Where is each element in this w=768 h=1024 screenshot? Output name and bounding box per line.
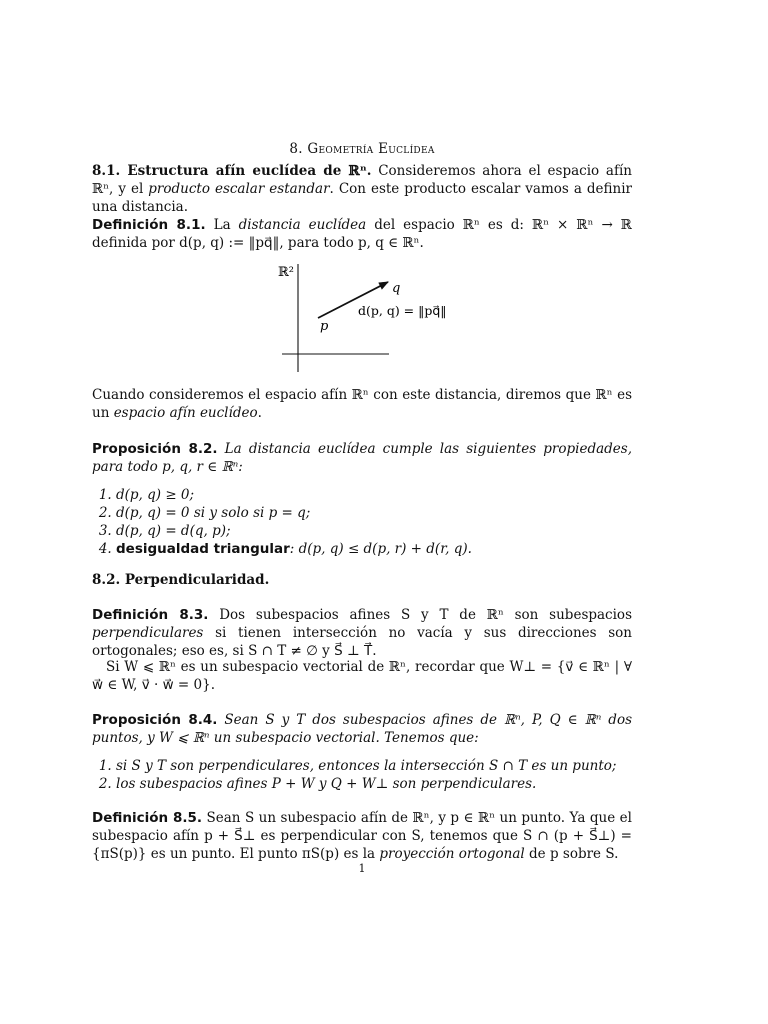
list-item: 1. si S y T son perpendiculares, entonces la intersección S ∩ T es un punto; (116, 757, 632, 775)
paragraph-euclidean-space (92, 386, 632, 422)
section-heading: 8.1. Estructura afín euclídea de ℝⁿ. (92, 163, 372, 179)
list-item-text: : d(p, q) ≤ d(p, r) + d(r, q). (289, 541, 472, 557)
list-item: 2. los subespacios afines P + W y Q + W⊥ son perpendiculares. (116, 775, 632, 793)
section-text: . Con este producto escalar vamos a definir una distancia. (92, 181, 632, 215)
emphasis: espacio afín euclídeo (113, 405, 258, 421)
proposition-8-4 (92, 711, 632, 747)
definition-8-3 (92, 606, 632, 660)
definition-label: Definición 8.5. (92, 810, 203, 826)
emphasis: producto escalar estandar (148, 181, 330, 197)
list-item-bold: desigualdad triangular (116, 541, 290, 557)
definition-label: Definición 8.3. (92, 607, 209, 623)
distance-figure (268, 258, 498, 376)
proposition-label: Proposición 8.4. (92, 712, 218, 728)
definition-text: Sean S un subespacio afín de ℝⁿ, y p ∈ ℝⁿ un punto. Ya que el subespacio afín p + S⃗⊥ es perpendicular con S, tenemos que S ∩ (p + S⃗⊥) = {πS(p)} es un punto. El punto πS(p) es la (92, 810, 632, 862)
list-item (116, 540, 632, 558)
section-8-1 (92, 162, 632, 216)
proposition-8-2-list (92, 486, 632, 558)
definition-8-5 (92, 809, 632, 863)
paragraph-text: Cuando consideremos el espacio afín ℝⁿ con este distancia, diremos que ℝⁿ es un (92, 387, 632, 421)
proposition-statement: La distancia euclídea cumple las siguientes propiedades, para todo p, q, r ∈ ℝⁿ: (92, 441, 632, 475)
proposition-statement: Sean S y T dos subespacios afines de ℝⁿ, P, Q ∈ ℝⁿ dos puntos, y W ⩽ ℝⁿ un subespacio vectorial. Tenemos que: (92, 712, 632, 746)
paragraph-text: . (257, 405, 262, 421)
space-label: ℝ² (278, 265, 295, 280)
section-8-2-heading: 8.2. Perpendicularidad. (92, 572, 270, 588)
proposition-8-2 (92, 440, 632, 476)
emphasis: proyección ortogonal (379, 846, 525, 862)
emphasis: distancia euclídea (238, 217, 367, 233)
definition-8-1 (92, 216, 632, 252)
point-q-label: q (392, 281, 401, 296)
list-item: 2. d(p, q) = 0 si y solo si p = q; (116, 504, 632, 522)
definition-text: Dos subespacios afines S y T de ℝⁿ son subespacios (208, 607, 632, 623)
definition-text: de p sobre S. (524, 846, 619, 862)
proposition-label: Proposición 8.2. (92, 441, 218, 457)
list-item: 1. d(p, q) ≥ 0; (116, 486, 632, 504)
section-text: Consideremos ahora el espacio afín ℝⁿ, y el (92, 163, 632, 197)
definition-text: La (205, 217, 239, 233)
definition-text: si tienen intersección no vacía y sus direcciones son ortogonales; eso es, si S ∩ T ≠ ∅ y S⃗ ⊥ T⃗. (92, 625, 632, 659)
point-p-label: p (320, 319, 329, 334)
emphasis: perpendiculares (92, 625, 204, 641)
paragraph-orthogonal-complement: Si W ⩽ ℝⁿ es un subespacio vectorial de ℝⁿ, recordar que W⊥ = {v⃗ ∈ ℝⁿ | ∀ w⃗ ∈ W, v⃗ · w⃗ = 0}. (92, 659, 632, 693)
proposition-8-4-list (92, 757, 632, 793)
list-item: 3. d(p, q) = d(q, p); (116, 522, 632, 540)
distance-label: d(p, q) = ‖pq⃗‖ (358, 303, 447, 318)
page-number: 1 (358, 862, 366, 875)
definition-label: Definición 8.1. (92, 217, 206, 233)
chapter-title: 8. Geometría Euclídea (289, 141, 435, 157)
definition-text: del espacio ℝⁿ es d: ℝⁿ × ℝⁿ → ℝ definida por d(p, q) := ‖pq⃗‖, para todo p, q ∈ ℝⁿ. (92, 217, 632, 251)
